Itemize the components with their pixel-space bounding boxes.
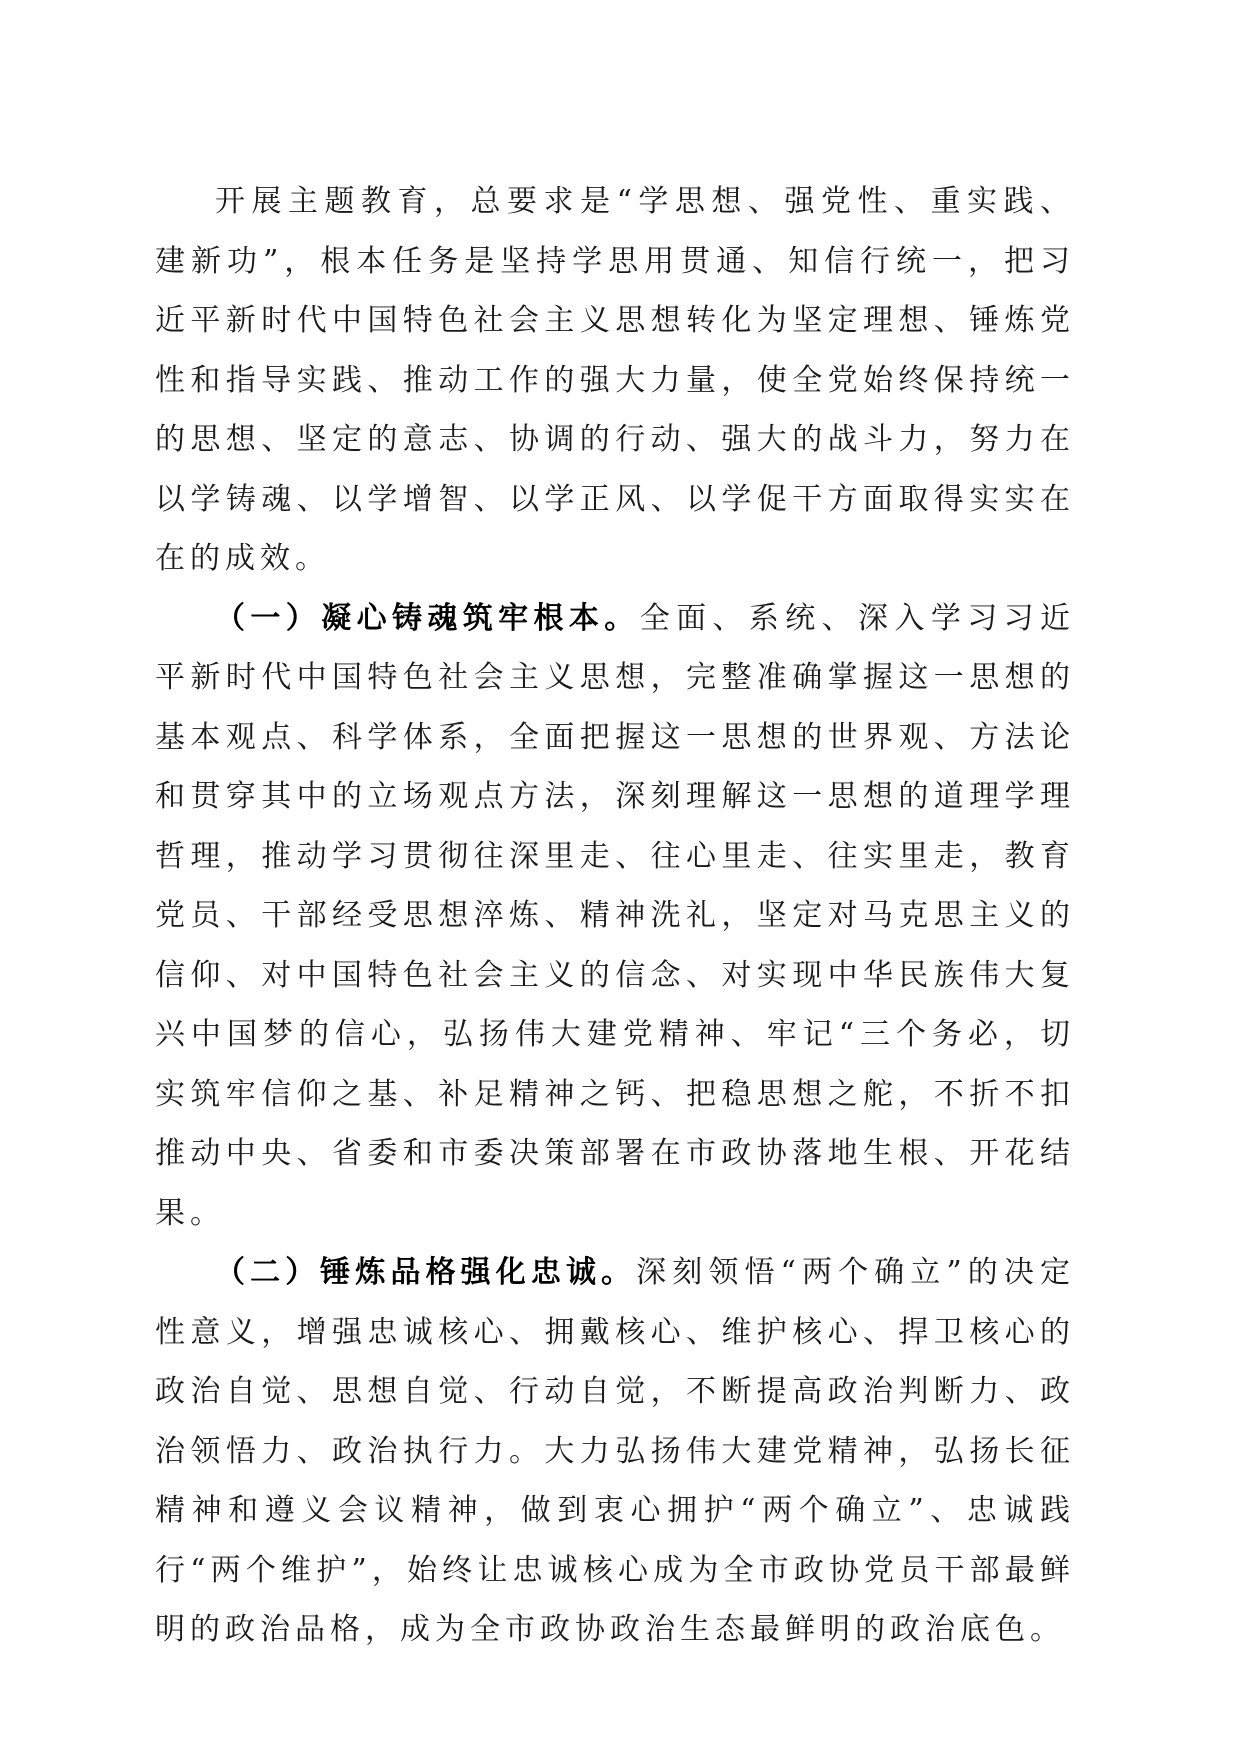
section-heading: （二）锤炼品格强化忠诚。 — [215, 1255, 637, 1290]
paragraph-section-two — [155, 1243, 1075, 1660]
paragraph-section-one — [155, 589, 1075, 1244]
section-heading: （一）凝心铸魂筑牢根本。 — [215, 600, 640, 636]
document-page — [155, 172, 1075, 1660]
paragraph-intro — [155, 172, 1075, 589]
paragraph-body: 全面、系统、深入学习习近平新时代中国特色社会主义思想，完整准确掌握这一思想的基本观点、科学体系，全面把握这一思想的世界观、方法论和贯穿其中的立场观点方法，深刻理解这一思想的道理学理哲理，推动学习贯彻往深里走、往心里走、往实里走，教育党员、干部经受思想淬炼、精神洗礼，坚定对马克思主义的信仰、对中国特色社会主义的信念、对实现中华民族伟大复兴中国梦的信心，弘扬伟大建党精神、牢记“三个务必，切实筑牢信仰之基、补足精神之钙、把稳思想之舵，不折不扣推动中央、省委和市委决策部署在市政协落地生根、开花结果。 — [155, 600, 1076, 1231]
paragraph-body: 开展主题教育，总要求是“学思想、强党性、重实践、建新功”，根本任务是坚持学思用贯通、知信行统一，把习近平新时代中国特色社会主义思想转化为坚定理想、锤炼党性和指导实践、推动工作的强大力量，使全党始终保持统一的思想、坚定的意志、协调的行动、强大的战斗力，努力在以学铸魂、以学增智、以学正风、以学促干方面取得实实在在的成效。 — [155, 184, 1075, 576]
paragraph-body: 深刻领悟“两个确立”的决定性意义，增强忠诚核心、拥戴核心、维护核心、捍卫核心的政治自觉、思想自觉、行动自觉，不断提高政治判断力、政治领悟力、政治执行力。大力弘扬伟大建党精神，弘扬长征精神和遵义会议精神，做到衷心拥护“两个确立”、忠诚践行“两个维护”，始终让忠诚核心成为全市政协党员干部最鲜明的政治品格，成为全市政协政治生态最鲜明的政治底色。 — [155, 1255, 1075, 1647]
